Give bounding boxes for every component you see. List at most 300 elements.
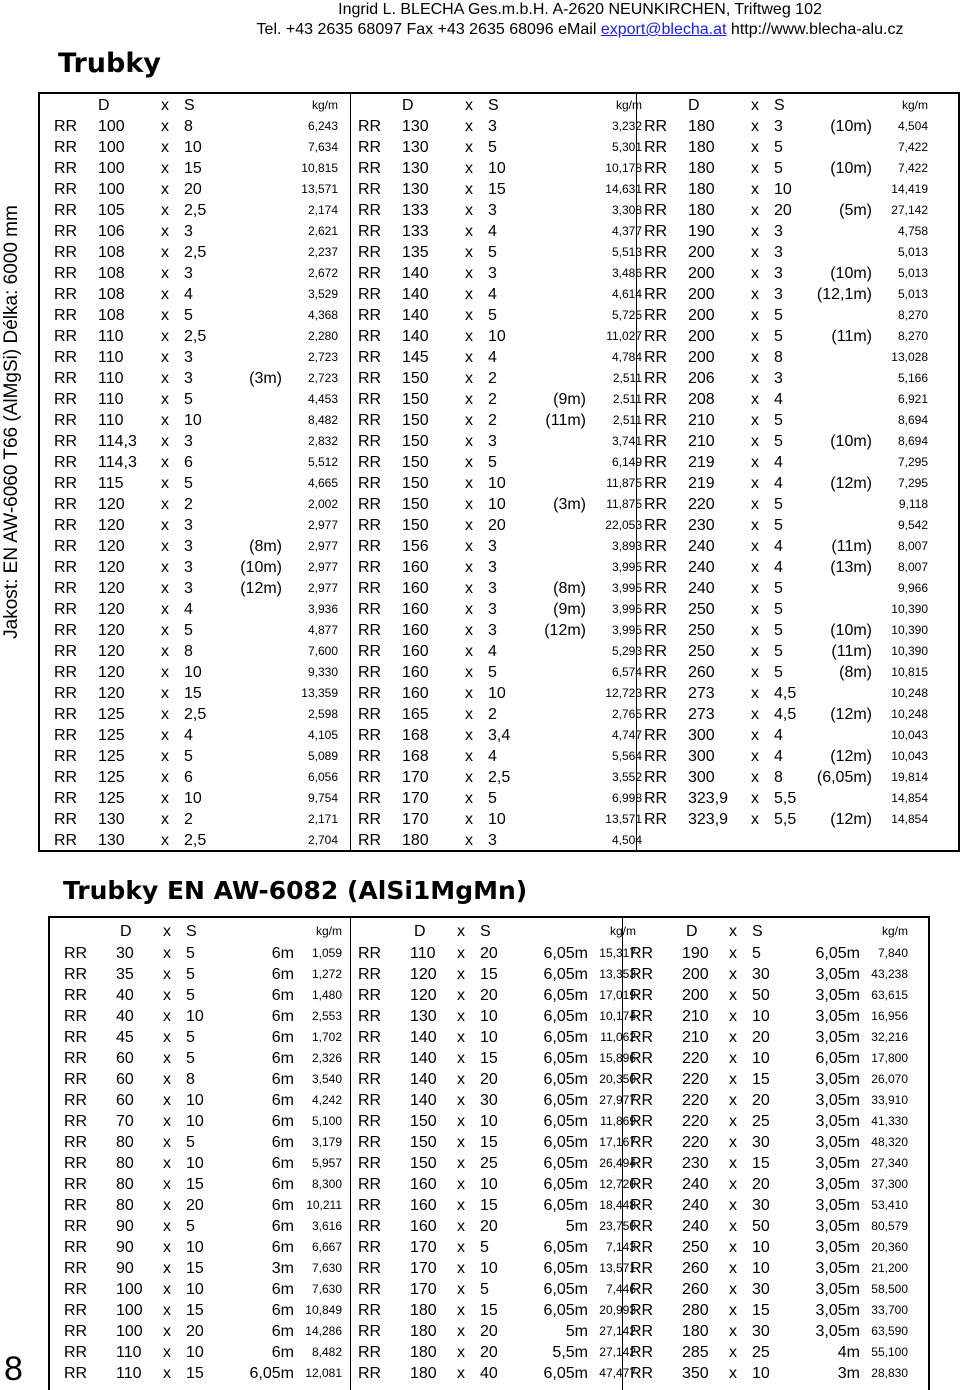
cell-times: x <box>163 1029 171 1046</box>
cell-type: RR <box>630 1302 654 1319</box>
cell-type: RR <box>358 1239 382 1256</box>
cell-wall: 10 <box>488 328 506 345</box>
table-header <box>638 95 930 116</box>
cell-weight: 2,598 <box>307 707 338 721</box>
cell-times: x <box>457 1239 465 1256</box>
cell-length: 3,05m <box>815 987 860 1004</box>
cell-wall: 30 <box>480 1092 498 1109</box>
table-row <box>48 284 340 305</box>
cell-weight: 13,359 <box>301 686 338 700</box>
cell-weight: 27,142 <box>599 1345 636 1359</box>
cell-weight: 8,694 <box>897 434 928 448</box>
cell-wall: 2,5 <box>488 769 511 786</box>
table-row <box>58 1300 344 1321</box>
cell-length: 3,05m <box>815 1239 860 1256</box>
cell-length: (11m) <box>545 412 586 429</box>
table-row <box>352 964 638 985</box>
cell-length: (3m) <box>553 496 586 513</box>
cell-wall: 10 <box>488 160 506 177</box>
header-s: S <box>480 923 491 940</box>
table-row <box>352 767 644 788</box>
cell-wall: 5 <box>774 160 783 177</box>
cell-times: x <box>161 517 169 534</box>
cell-times: x <box>729 1176 737 1193</box>
cell-times: x <box>163 966 171 983</box>
cell-diameter: 219 <box>688 475 715 492</box>
cell-wall: 3 <box>184 517 193 534</box>
cell-diameter: 45 <box>116 1029 134 1046</box>
cell-length: 6,05m <box>249 1365 294 1382</box>
cell-times: x <box>457 1155 465 1172</box>
cell-weight: 28,830 <box>871 1366 908 1380</box>
cell-wall: 20 <box>480 1344 498 1361</box>
cell-length: 3,05m <box>815 1134 860 1151</box>
cell-times: x <box>751 685 759 702</box>
cell-type: RR <box>64 1029 88 1046</box>
cell-length: 6m <box>271 1092 294 1109</box>
cell-diameter: 110 <box>98 412 124 429</box>
cell-wall: 10 <box>184 139 202 156</box>
cell-type: RR <box>54 601 78 618</box>
cell-weight: 20,360 <box>871 1240 908 1254</box>
cell-wall: 2 <box>184 811 193 828</box>
cell-weight: 11,869 <box>600 1114 636 1128</box>
cell-length: 3,05m <box>815 1281 860 1298</box>
website-text: http://www.blecha-alu.cz <box>726 21 904 38</box>
cell-type: RR <box>358 1323 382 1340</box>
cell-weight: 7,295 <box>897 455 928 469</box>
cell-wall: 10 <box>752 1365 770 1382</box>
cell-times: x <box>457 1281 465 1298</box>
cell-weight: 3,893 <box>611 539 642 553</box>
cell-times: x <box>161 643 169 660</box>
cell-times: x <box>465 160 473 177</box>
cell-diameter: 150 <box>402 454 429 471</box>
table-row <box>624 1279 910 1300</box>
cell-times: x <box>161 349 169 366</box>
cell-diameter: 200 <box>682 966 709 983</box>
table-row <box>48 410 340 431</box>
table-row <box>352 620 644 641</box>
cell-times: x <box>163 1113 171 1130</box>
cell-weight: 13,571 <box>301 182 338 196</box>
cell-length: (10m) <box>240 559 282 576</box>
cell-type: RR <box>358 349 382 366</box>
header-x: x <box>729 923 737 940</box>
cell-weight: 63,590 <box>871 1324 908 1338</box>
cell-weight: 3,308 <box>611 203 642 217</box>
cell-type: RR <box>358 769 382 786</box>
cell-weight: 4,368 <box>307 308 338 322</box>
cell-type: RR <box>358 727 382 744</box>
cell-wall: 15 <box>480 1197 498 1214</box>
cell-wall: 15 <box>488 181 506 198</box>
header-d: D <box>120 923 132 940</box>
cell-wall: 8 <box>774 349 783 366</box>
cell-wall: 10 <box>488 475 506 492</box>
table-row <box>352 305 644 326</box>
header-d: D <box>686 923 698 940</box>
cell-wall: 3 <box>488 433 497 450</box>
cell-length: 6m <box>271 1134 294 1151</box>
cell-times: x <box>465 349 473 366</box>
table-row <box>352 788 644 809</box>
cell-type: RR <box>644 475 668 492</box>
cell-length: (12m) <box>544 622 586 639</box>
cell-times: x <box>729 1134 737 1151</box>
cell-type: RR <box>64 1323 88 1340</box>
cell-diameter: 180 <box>688 160 715 177</box>
cell-weight: 3,552 <box>611 770 642 784</box>
cell-times: x <box>161 307 169 324</box>
column-divider <box>622 918 623 1390</box>
cell-type: RR <box>54 202 78 219</box>
table-row <box>352 1153 638 1174</box>
cell-wall: 15 <box>752 1302 770 1319</box>
cell-type: RR <box>630 1239 654 1256</box>
cell-times: x <box>457 1365 465 1382</box>
cell-type: RR <box>358 202 382 219</box>
cell-times: x <box>457 1302 465 1319</box>
table-header <box>624 921 910 942</box>
cell-diameter: 273 <box>688 685 715 702</box>
cell-type: RR <box>54 832 78 849</box>
cell-type: RR <box>358 433 382 450</box>
cell-weight: 2,977 <box>307 539 338 553</box>
table-row <box>352 830 644 851</box>
cell-type: RR <box>644 202 668 219</box>
cell-wall: 5 <box>488 139 497 156</box>
table-row <box>352 641 644 662</box>
cell-wall: 10 <box>488 811 506 828</box>
cell-times: x <box>457 1260 465 1277</box>
cell-times: x <box>751 139 759 156</box>
cell-weight: 4,504 <box>897 119 928 133</box>
cell-diameter: 323,9 <box>688 790 729 807</box>
cell-wall: 4 <box>488 748 497 765</box>
cell-weight: 8,482 <box>311 1345 342 1359</box>
cell-weight: 7,143 <box>605 1240 636 1254</box>
cell-length: 6m <box>271 966 294 983</box>
cell-times: x <box>751 349 759 366</box>
cell-weight: 10,211 <box>306 1198 342 1212</box>
page-number: 8 <box>4 1350 23 1388</box>
cell-diameter: 120 <box>98 664 125 681</box>
cell-times: x <box>465 538 473 555</box>
table-row <box>352 1279 638 1300</box>
cell-wall: 5 <box>774 601 783 618</box>
cell-times: x <box>457 1092 465 1109</box>
cell-diameter: 220 <box>682 1134 709 1151</box>
side-label-container <box>0 92 24 752</box>
cell-weight: 10,849 <box>305 1303 342 1317</box>
cell-wall: 5 <box>184 307 193 324</box>
cell-type: RR <box>358 601 382 618</box>
cell-wall: 4 <box>488 223 497 240</box>
cell-times: x <box>161 790 169 807</box>
cell-wall: 5 <box>186 1050 195 1067</box>
cell-diameter: 160 <box>410 1218 437 1235</box>
cell-diameter: 160 <box>402 643 429 660</box>
cell-wall: 2,5 <box>184 202 207 219</box>
cell-times: x <box>751 475 759 492</box>
cell-type: RR <box>644 727 668 744</box>
cell-wall: 20 <box>752 1176 770 1193</box>
table-row <box>352 494 644 515</box>
cell-diameter: 135 <box>402 244 429 261</box>
cell-wall: 10 <box>184 790 202 807</box>
cell-diameter: 108 <box>98 286 125 303</box>
cell-times: x <box>729 1050 737 1067</box>
cell-weight: 9,966 <box>897 581 928 595</box>
cell-diameter: 100 <box>98 139 125 156</box>
cell-wall: 3 <box>774 118 783 135</box>
header-unit: kg/m <box>901 98 928 112</box>
cell-times: x <box>161 265 169 282</box>
cell-type: RR <box>358 517 382 534</box>
cell-times: x <box>457 987 465 1004</box>
table-row <box>624 1027 910 1048</box>
cell-wall: 5 <box>184 622 193 639</box>
table-row <box>352 1321 638 1342</box>
cell-times: x <box>751 202 759 219</box>
cell-weight: 8,694 <box>897 413 928 427</box>
cell-diameter: 120 <box>98 496 125 513</box>
cell-times: x <box>465 496 473 513</box>
cell-diameter: 240 <box>688 538 715 555</box>
table-row <box>48 641 340 662</box>
cell-times: x <box>465 223 473 240</box>
cell-weight: 10,174 <box>599 1009 636 1023</box>
table-row <box>638 746 930 767</box>
cell-type: RR <box>358 1008 382 1025</box>
cell-wall: 20 <box>480 1071 498 1088</box>
cell-diameter: 200 <box>688 286 715 303</box>
cell-diameter: 130 <box>410 1008 437 1025</box>
contact-phone-fax: Tel. +43 2635 68097 Fax +43 2635 68096 eMail <box>256 21 601 38</box>
cell-diameter: 140 <box>402 307 429 324</box>
cell-diameter: 60 <box>116 1092 134 1109</box>
cell-type: RR <box>358 244 382 261</box>
cell-times: x <box>161 139 169 156</box>
table-row <box>48 347 340 368</box>
cell-wall: 3 <box>184 370 193 387</box>
cell-type: RR <box>358 706 382 723</box>
cell-diameter: 170 <box>402 769 429 786</box>
cell-type: RR <box>54 538 78 555</box>
cell-diameter: 180 <box>688 202 715 219</box>
cell-length: 6m <box>271 1155 294 1172</box>
cell-diameter: 140 <box>410 1029 437 1046</box>
cell-wall: 2 <box>184 496 193 513</box>
cell-weight: 7,422 <box>897 161 928 175</box>
cell-times: x <box>465 286 473 303</box>
cell-type: RR <box>54 496 78 513</box>
cell-weight: 2,723 <box>307 371 338 385</box>
cell-wall: 5 <box>774 643 783 660</box>
cell-length: 6,05m <box>543 1113 588 1130</box>
cell-diameter: 125 <box>98 727 125 744</box>
cell-wall: 3 <box>774 223 783 240</box>
cell-times: x <box>163 1071 171 1088</box>
cell-weight: 5,089 <box>307 749 338 763</box>
cell-times: x <box>465 811 473 828</box>
cell-wall: 10 <box>752 1050 770 1067</box>
cell-diameter: 200 <box>682 987 709 1004</box>
cell-times: x <box>457 945 465 962</box>
cell-wall: 3 <box>774 265 783 282</box>
table-row <box>48 431 340 452</box>
cell-weight: 26,070 <box>871 1072 908 1086</box>
cell-weight: 12,081 <box>305 1366 342 1380</box>
table-row <box>352 662 644 683</box>
table-row <box>624 1153 910 1174</box>
cell-diameter: 220 <box>682 1113 709 1130</box>
cell-diameter: 220 <box>682 1092 709 1109</box>
cell-times: x <box>163 987 171 1004</box>
cell-type: RR <box>64 1197 88 1214</box>
cell-weight: 4,758 <box>897 224 928 238</box>
cell-times: x <box>163 1365 171 1382</box>
cell-times: x <box>465 391 473 408</box>
cell-weight: 14,854 <box>891 791 928 805</box>
cell-times: x <box>465 517 473 534</box>
cell-times: x <box>457 1071 465 1088</box>
cell-times: x <box>163 1302 171 1319</box>
cell-wall: 10 <box>186 1239 204 1256</box>
cell-length: 6,05m <box>543 1134 588 1151</box>
cell-weight: 7,422 <box>897 140 928 154</box>
cell-length: 3,05m <box>815 966 860 983</box>
cell-type: RR <box>644 244 668 261</box>
cell-times: x <box>161 538 169 555</box>
cell-diameter: 250 <box>688 643 715 660</box>
cell-type: RR <box>630 1323 654 1340</box>
cell-times: x <box>457 1323 465 1340</box>
cell-weight: 2,511 <box>612 392 642 406</box>
cell-weight: 4,665 <box>307 476 338 490</box>
cell-wall: 20 <box>752 1092 770 1109</box>
cell-times: x <box>729 1092 737 1109</box>
cell-length: 6m <box>271 1218 294 1235</box>
cell-weight: 7,634 <box>307 140 338 154</box>
table-row <box>48 767 340 788</box>
cell-type: RR <box>630 1134 654 1151</box>
cell-times: x <box>465 370 473 387</box>
cell-weight: 15,896 <box>599 1051 636 1065</box>
cell-weight: 2,765 <box>611 707 642 721</box>
cell-wall: 10 <box>752 1260 770 1277</box>
cell-times: x <box>729 1281 737 1298</box>
cell-diameter: 125 <box>98 790 125 807</box>
cell-wall: 4 <box>774 391 783 408</box>
cell-length: 6m <box>271 1008 294 1025</box>
cell-type: RR <box>54 139 78 156</box>
cell-weight: 5,166 <box>897 371 928 385</box>
cell-diameter: 145 <box>402 349 429 366</box>
table-row <box>352 1111 638 1132</box>
cell-length: 3,05m <box>815 1197 860 1214</box>
cell-weight: 5,512 <box>307 455 338 469</box>
cell-type: RR <box>358 454 382 471</box>
table-row <box>58 1321 344 1342</box>
cell-type: RR <box>54 748 78 765</box>
cell-weight: 55,100 <box>871 1345 908 1359</box>
cell-type: RR <box>358 391 382 408</box>
cell-diameter: 150 <box>410 1134 437 1151</box>
cell-times: x <box>729 1008 737 1025</box>
cell-wall: 5,5 <box>774 811 797 828</box>
cell-times: x <box>163 1155 171 1172</box>
cell-times: x <box>161 370 169 387</box>
cell-type: RR <box>358 496 382 513</box>
cell-weight: 9,330 <box>307 665 338 679</box>
cell-wall: 3 <box>774 286 783 303</box>
cell-wall: 5 <box>774 517 783 534</box>
table-row <box>352 725 644 746</box>
cell-times: x <box>161 706 169 723</box>
cell-type: RR <box>54 181 78 198</box>
cell-times: x <box>465 643 473 660</box>
cell-diameter: 100 <box>116 1281 143 1298</box>
email-link[interactable]: export@blecha.at <box>600 21 727 38</box>
company-address: Ingrid L. BLECHA Ges.m.b.H. A-2620 NEUNKIRCHEN, Triftweg 102 <box>338 1 822 18</box>
cell-times: x <box>465 202 473 219</box>
table-row <box>624 1216 910 1237</box>
cell-weight: 6,574 <box>611 665 642 679</box>
cell-type: RR <box>630 1197 654 1214</box>
cell-times: x <box>729 1155 737 1172</box>
cell-wall: 4 <box>774 454 783 471</box>
cell-weight: 3,995 <box>611 602 642 616</box>
cell-type: RR <box>358 1260 382 1277</box>
cell-type: RR <box>644 412 668 429</box>
cell-diameter: 133 <box>402 223 429 240</box>
cell-wall: 10 <box>184 412 202 429</box>
cell-times: x <box>163 1260 171 1277</box>
cell-type: RR <box>54 391 78 408</box>
cell-weight: 3,232 <box>611 119 642 133</box>
cell-times: x <box>751 622 759 639</box>
cell-weight: 13,571 <box>599 1261 636 1275</box>
cell-weight: 10,390 <box>891 644 928 658</box>
cell-type: RR <box>358 559 382 576</box>
table-row <box>352 1174 638 1195</box>
cell-times: x <box>457 1008 465 1025</box>
cell-weight: 27,340 <box>871 1156 908 1170</box>
table-row <box>638 242 930 263</box>
cell-weight: 4,504 <box>611 833 642 847</box>
cell-weight: 4,377 <box>611 224 642 238</box>
cell-type: RR <box>644 685 668 702</box>
cell-diameter: 40 <box>116 1008 134 1025</box>
table-row <box>638 221 930 242</box>
table-row <box>638 809 930 830</box>
column-divider <box>350 94 351 850</box>
cell-diameter: 133 <box>402 202 429 219</box>
cell-times: x <box>163 1344 171 1361</box>
cell-type: RR <box>54 286 78 303</box>
cell-weight: 2,723 <box>307 350 338 364</box>
cell-type: RR <box>64 987 88 1004</box>
cell-times: x <box>161 244 169 261</box>
cell-wall: 20 <box>480 1323 498 1340</box>
table-row <box>58 1027 344 1048</box>
cell-diameter: 100 <box>98 181 125 198</box>
table-row <box>48 494 340 515</box>
cell-wall: 5 <box>184 391 193 408</box>
cell-diameter: 300 <box>688 769 715 786</box>
